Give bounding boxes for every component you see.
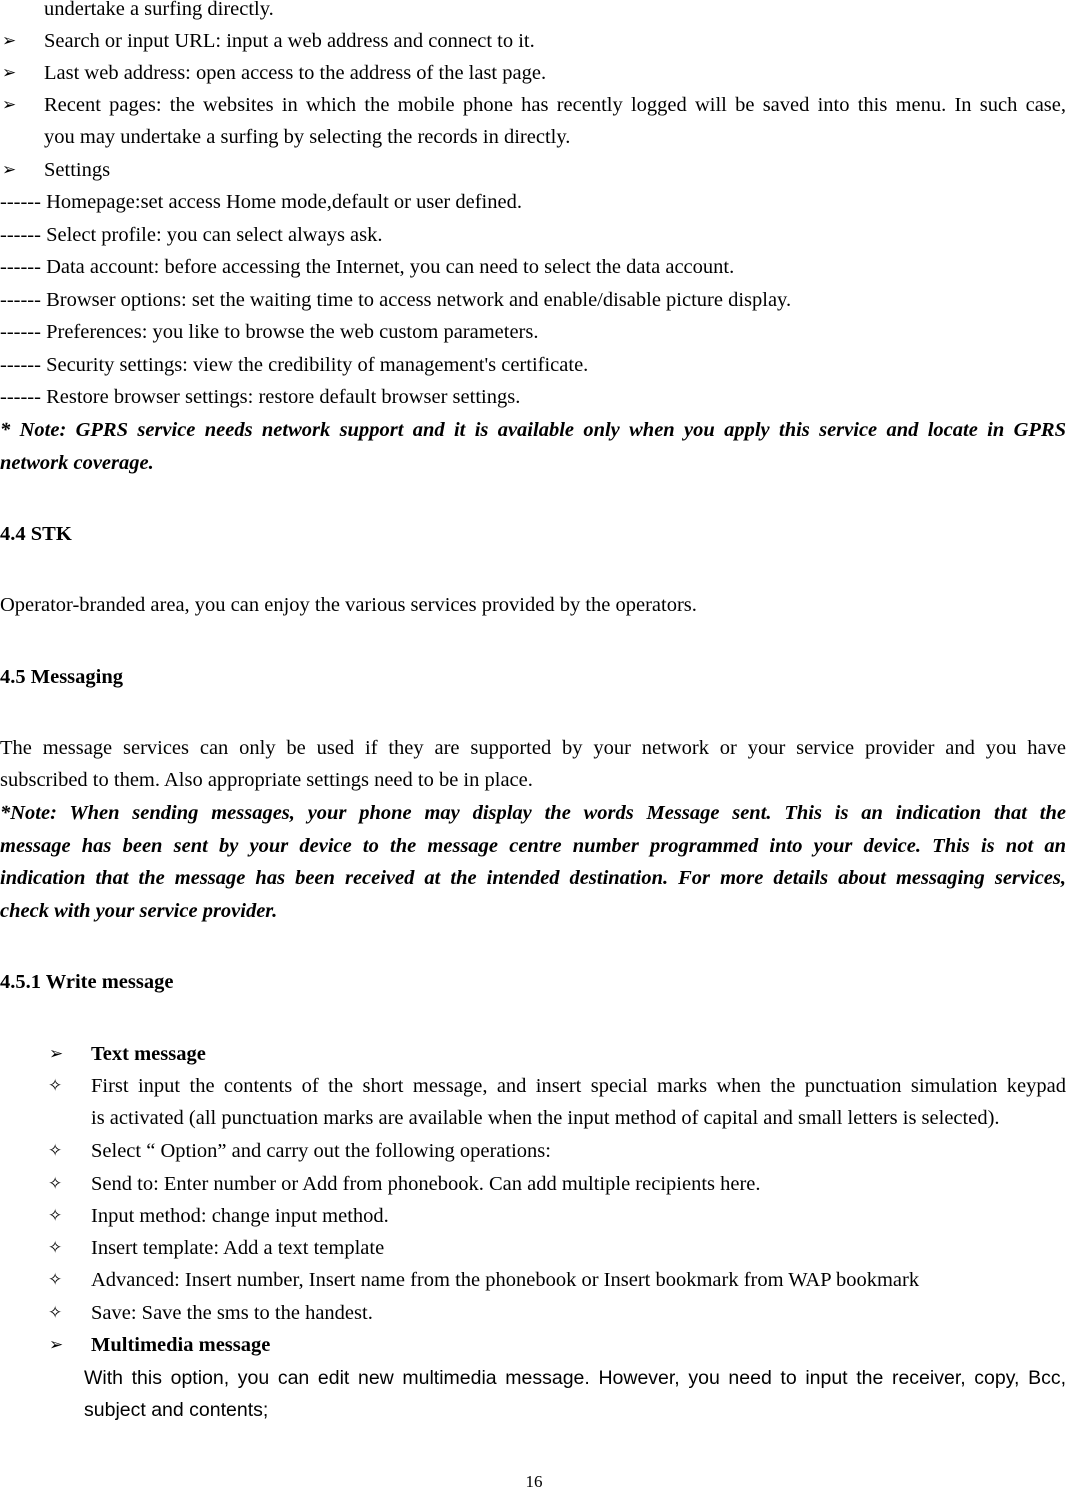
- text-message-first-input: First input the contents of the short message, and insert special marks when the punctuation simulation keypad: [91, 1075, 1066, 1097]
- subheading-multimedia-message: Multimedia message: [91, 1334, 271, 1356]
- diamond-bullet-icon: ✧: [48, 1270, 63, 1290]
- text-message-insert-template: Insert template: Add a text template: [91, 1237, 385, 1259]
- text-message-input-method: Input method: change input method.: [91, 1205, 389, 1227]
- settings-item-homepage: ------ Homepage:set access Home mode,default or user defined.: [0, 191, 522, 213]
- diamond-bullet-icon: ✧: [48, 1206, 63, 1226]
- gprs-note: * Note: GPRS service needs network support and it is available only when you apply this service and locate in GPRS: [0, 419, 1066, 441]
- section-heading-stk: 4.4 STK: [0, 523, 72, 545]
- messaging-note-cont-1: message has been sent by your device to the message centre number programmed into your device. This is not an: [0, 835, 1066, 857]
- text-message-save: Save: Save the sms to the handest.: [91, 1302, 373, 1324]
- settings-item-select-profile: ------ Select profile: you can select always ask.: [0, 224, 383, 246]
- browser-item-recent-pages: Recent pages: the websites in which the mobile phone has recently logged will be saved into this menu. In such case,: [44, 94, 1066, 116]
- arrow-bullet-icon: ➢: [49, 1335, 64, 1355]
- multimedia-description-cont: subject and contents;: [84, 1399, 269, 1421]
- settings-item-restore: ------ Restore browser settings: restore default browser settings.: [0, 386, 521, 408]
- section-heading-messaging: 4.5 Messaging: [0, 666, 123, 688]
- settings-item-security: ------ Security settings: view the credibility of management's certificate.: [0, 354, 589, 376]
- multimedia-description: With this option, you can edit new multimedia message. However, you need to input the receiver, copy, Bcc,: [84, 1367, 1066, 1389]
- messaging-note: *Note: When sending messages, your phone may display the words Message sent. This is an indication that the: [0, 802, 1066, 824]
- page-number: 16: [525, 1472, 543, 1491]
- diamond-bullet-icon: ✧: [48, 1141, 63, 1161]
- text-message-advanced: Advanced: Insert number, Insert name from the phonebook or Insert bookmark from WAP bookmark: [91, 1269, 920, 1291]
- text-message-select-option: Select “ Option” and carry out the following operations:: [91, 1140, 551, 1162]
- settings-item-preferences: ------ Preferences: you like to browse the web custom parameters.: [0, 321, 539, 343]
- diamond-bullet-icon: ✧: [48, 1238, 63, 1258]
- browser-item-last-address: Last web address: open access to the address of the last page.: [44, 62, 547, 84]
- browser-item-settings: Settings: [44, 159, 111, 181]
- arrow-bullet-icon: ➢: [49, 1044, 64, 1064]
- arrow-bullet-icon: ➢: [2, 95, 17, 115]
- messaging-body: The message services can only be used if they are supported by your network or your service provider and you have: [0, 737, 1066, 759]
- messaging-note-cont-3: check with your service provider.: [0, 900, 278, 922]
- text-message-send-to: Send to: Enter number or Add from phonebook. Can add multiple recipients here.: [91, 1173, 761, 1195]
- browser-item-search-url: Search or input URL: input a web address and connect to it.: [44, 30, 535, 52]
- diamond-bullet-icon: ✧: [48, 1303, 63, 1323]
- arrow-bullet-icon: ➢: [2, 160, 17, 180]
- arrow-bullet-icon: ➢: [2, 31, 17, 51]
- diamond-bullet-icon: ✧: [48, 1076, 63, 1096]
- stk-body: Operator-branded area, you can enjoy the various services provided by the operators.: [0, 594, 697, 616]
- settings-item-browser-options: ------ Browser options: set the waiting time to access network and enable/disable picture display.: [0, 289, 792, 311]
- arrow-bullet-icon: ➢: [2, 63, 17, 83]
- diamond-bullet-icon: ✧: [48, 1174, 63, 1194]
- settings-item-data-account: ------ Data account: before accessing the Internet, you can need to select the data account.: [0, 256, 735, 278]
- browser-item-continuation: undertake a surfing directly.: [44, 0, 274, 20]
- text-message-first-input-cont: is activated (all punctuation marks are available when the input method of capital and small letters is selected).: [91, 1107, 1000, 1129]
- section-heading-write-message: 4.5.1 Write message: [0, 971, 174, 993]
- gprs-note-cont: network coverage.: [0, 452, 154, 474]
- messaging-note-cont-2: indication that the message has been received at the intended destination. For more details about messaging services,: [0, 867, 1066, 889]
- messaging-body-cont: subscribed to them. Also appropriate settings need to be in place.: [0, 769, 533, 791]
- subheading-text-message: Text message: [91, 1043, 206, 1065]
- browser-item-recent-pages-cont: you may undertake a surfing by selecting the records in directly.: [44, 126, 571, 148]
